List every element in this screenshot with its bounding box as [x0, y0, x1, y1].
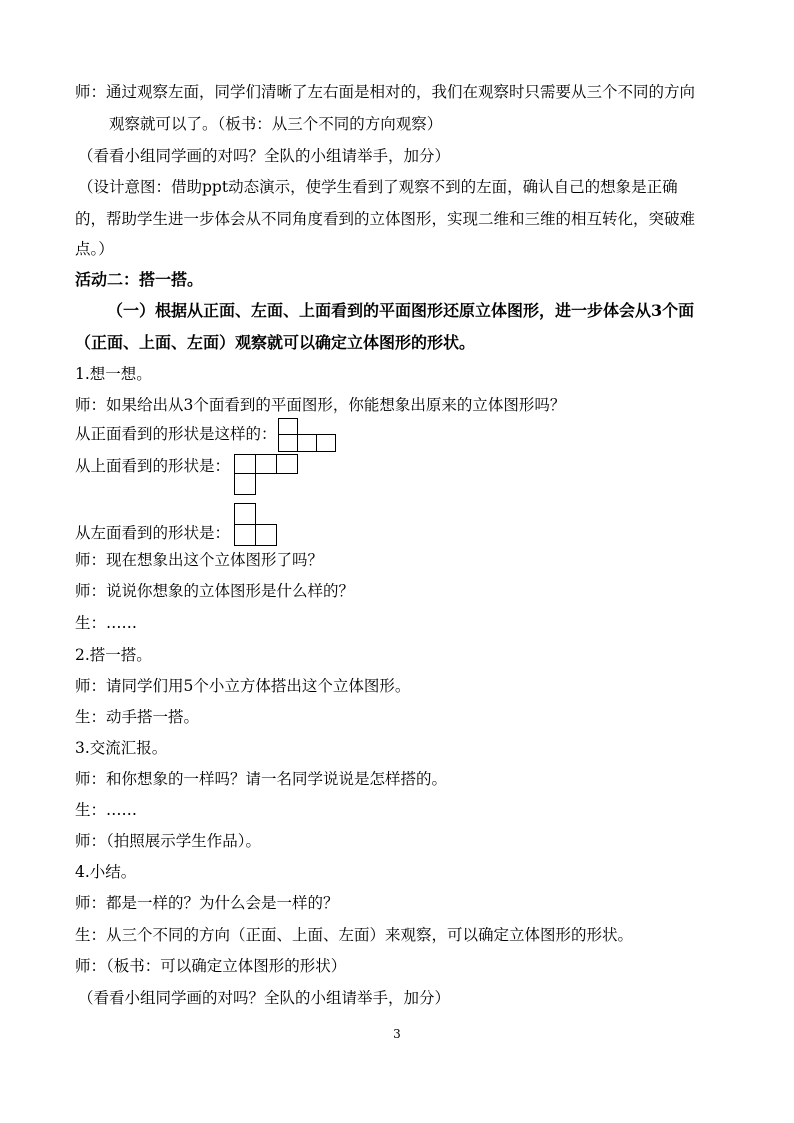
paragraph-line: 生：从三个不同的方向（正面、上面、左面）来观察，可以确定立体图形的形状。 [75, 926, 634, 944]
paragraph-line: 师：请同学们用5个小立方体搭出这个立体图形。 [75, 677, 411, 695]
paragraph-line: 观察就可以了。（板书：从三个不同的方向观察） [109, 115, 443, 133]
paragraph-line: 师：和你想象的一样吗？请一名同学说说是怎样搭的。 [75, 770, 448, 788]
step-label: 2.搭一搭。 [75, 646, 152, 664]
front-view-figure [278, 418, 336, 452]
paragraph-line: 师：如果给出从3个面看到的平面图形，你能想象出原来的立体图形吗？ [75, 396, 566, 414]
paragraph-line: （看看小组同学画的对吗？全队的小组请举手，加分） [78, 989, 451, 1007]
paragraph-line: 生：…… [75, 614, 138, 632]
paragraph-line: （设计意图：借助ppt动态演示，使学生看到了观察不到的左面，确认自己的想象是正确 [78, 178, 678, 196]
paragraph-line: 生：…… [75, 801, 138, 819]
square-cell [234, 473, 256, 495]
left-view-figure [234, 503, 277, 546]
step-label: 4.小结。 [75, 863, 137, 881]
paragraph-line: 师：说说你想象的立体图形是什么样的？ [75, 582, 355, 600]
square-cell [276, 454, 298, 474]
front-view-label: 从正面看到的形状是这样的： [75, 425, 277, 443]
top-view-figure [234, 454, 298, 496]
top-view-label: 从上面看到的形状是： [75, 457, 231, 475]
square-cell [234, 503, 256, 525]
square-cell [255, 454, 277, 474]
paragraph-line: 师：（拍照展示学生作品）。 [75, 832, 262, 850]
subsection-heading: （一）根据从正面、左面、上面看到的平面图形还原立体图形，进一步体会从3个面 [107, 301, 695, 320]
paragraph-line: 师：都是一样的？为什么会是一样的？ [75, 894, 339, 912]
paragraph-line: 师：（板书：可以确定立体图形的形状） [75, 957, 347, 975]
paragraph-line: 的，帮助学生进一步体会从不同角度看到的立体图形，实现二维和三维的相互转化，突破难 [75, 210, 696, 228]
subsection-heading: （正面、上面、左面）观察就可以确定立体图形的形状。 [75, 333, 476, 352]
left-view-label: 从左面看到的形状是： [75, 524, 231, 542]
square-cell [234, 524, 256, 546]
step-label: 1.想一想。 [75, 365, 152, 383]
square-cell [234, 454, 256, 474]
paragraph-line: 师：通过观察左面，同学们清晰了左右面是相对的，我们在观察时只需要从三个不同的方向 [75, 83, 696, 101]
square-cell [316, 434, 336, 452]
paragraph-line: （看看小组同学画的对吗？全队的小组请举手，加分） [78, 147, 451, 165]
paragraph-line: 师：现在想象出这个立体图形了吗？ [75, 551, 324, 569]
paragraph-line: 生：动手搭一搭。 [75, 708, 200, 726]
page-number: 3 [393, 1027, 401, 1041]
square-cell [278, 434, 298, 452]
paragraph-line: 点。） [75, 240, 114, 258]
step-label: 3.交流汇报。 [75, 739, 168, 757]
square-cell [297, 434, 317, 452]
square-cell [255, 524, 277, 546]
section-heading: 活动二：搭一搭。 [75, 270, 204, 289]
